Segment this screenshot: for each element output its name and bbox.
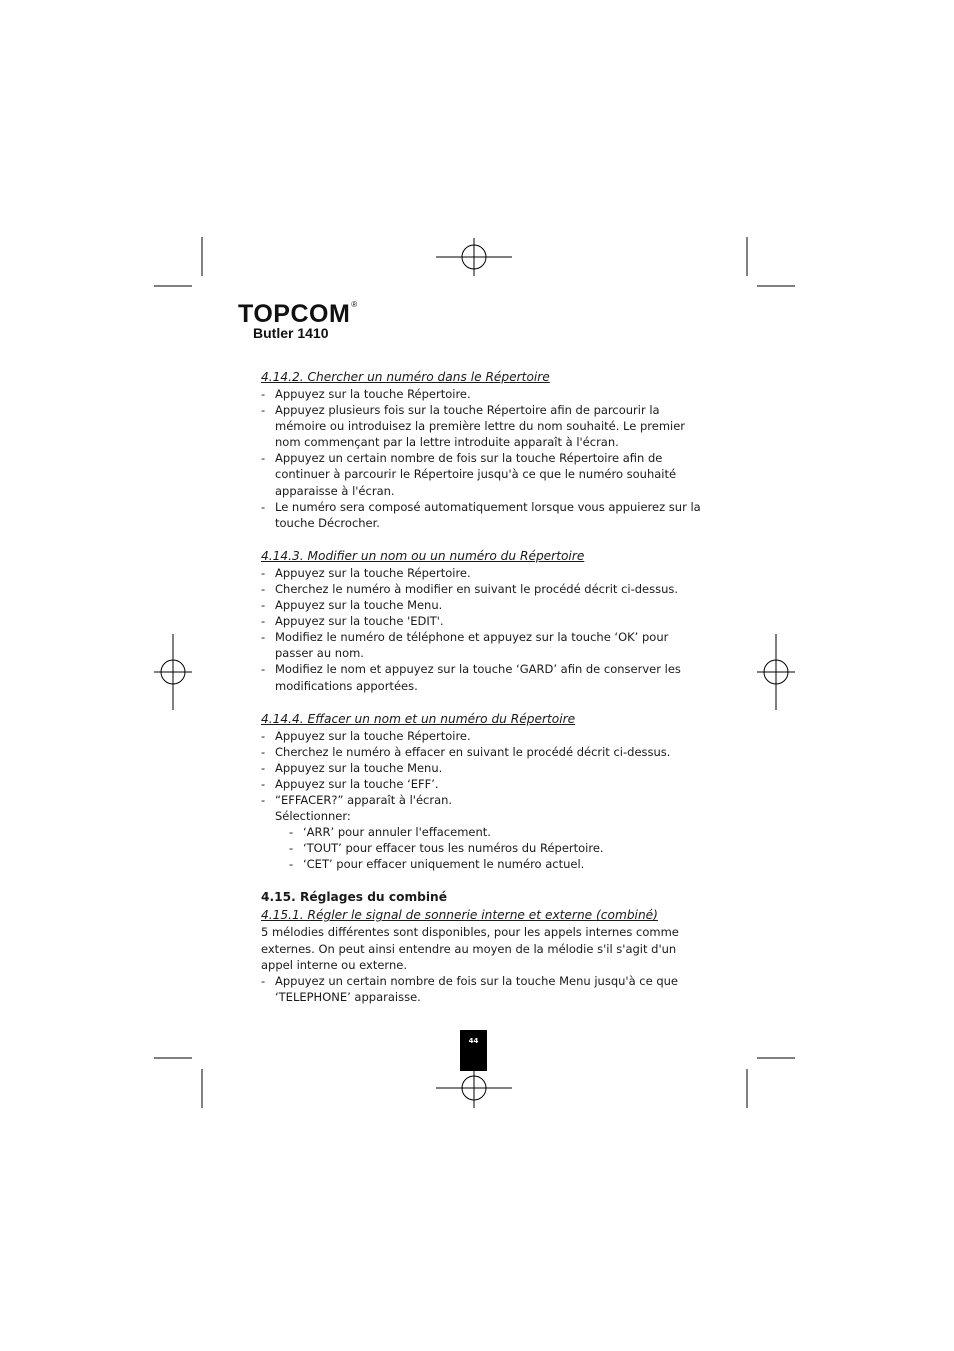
list-item: - Appuyez sur la touche Répertoire. bbox=[261, 728, 701, 744]
select-label: Sélectionner: bbox=[275, 809, 351, 824]
list-item: - Cherchez le numéro à modifier en suivant le procédé décrit ci-dessus. bbox=[261, 581, 701, 597]
instruction-list bbox=[261, 386, 701, 531]
list-item: - Appuyez sur la touche Répertoire. bbox=[261, 565, 701, 581]
list-item: - Cherchez le numéro à effacer en suivant le procédé décrit ci-dessus. bbox=[261, 744, 701, 760]
document-body bbox=[261, 368, 701, 1005]
section-heading: 4.14.2. Chercher un numéro dans le Répertoire bbox=[261, 370, 550, 384]
section-heading: 4.15. Réglages du combiné bbox=[261, 890, 447, 905]
list-item: - Appuyez plusieurs fois sur la touche Répertoire afin de parcourir la mémoire ou introduisez la première lettre du nom souhaité. Le premier nom commençant par la lettre introduite apparaît à l'écran. bbox=[261, 402, 701, 450]
paragraph: 5 mélodies différentes sont disponibles, pour les appels internes comme externes. On peut ainsi entendre au moyen de la mélodie s'il s'agit d'un appel interne ou externe. bbox=[261, 925, 679, 972]
subsection-heading: 4.15.1. Régler le signal de sonnerie interne et externe (combiné) bbox=[261, 908, 658, 923]
list-item: - Le numéro sera composé automatiquement lorsque vous appuierez sur la touche Décrocher. bbox=[261, 499, 701, 531]
list-item bbox=[261, 792, 701, 872]
section-heading: 4.14.3. Modifier un nom ou un numéro du Répertoire bbox=[261, 548, 585, 563]
list-item: - Modifiez le numéro de téléphone et appuyez sur la touche ‘OK’ pour passer au nom. bbox=[261, 629, 701, 661]
sub-list bbox=[275, 824, 701, 872]
logo-registered-mark: ® bbox=[351, 300, 358, 309]
list-item: - Appuyez un certain nombre de fois sur la touche Répertoire afin de continuer à parcourir le Répertoire jusqu'à ce que le numéro souhaité apparaisse à l'écran. bbox=[261, 450, 701, 498]
sub-list-item: - ‘TOUT’ pour effacer tous les numéros du Répertoire. bbox=[289, 840, 701, 856]
sub-list-item: - ‘ARR’ pour annuler l'effacement. bbox=[289, 824, 701, 840]
section-heading: 4.14.4. Effacer un nom et un numéro du Répertoire bbox=[261, 711, 576, 726]
page-number: 44 bbox=[460, 1030, 487, 1071]
list-item: - Appuyez un certain nombre de fois sur la touche Menu jusqu'à ce que ‘TELEPHONE’ apparaisse. bbox=[261, 973, 701, 1005]
sub-list-item: - ‘CET’ pour effacer uniquement le numéro actuel. bbox=[289, 856, 701, 872]
list-item: - Modifiez le nom et appuyez sur la touche ‘GARD’ afin de conserver les modifications apportées. bbox=[261, 661, 701, 693]
instruction-list bbox=[261, 728, 701, 873]
list-item: - Appuyez sur la touche Menu. bbox=[261, 760, 701, 776]
list-item-text: - “EFFACER?” apparaît à l'écran. bbox=[275, 792, 453, 807]
instruction-list bbox=[261, 973, 701, 1005]
model-name: Butler 1410 bbox=[253, 325, 329, 341]
instruction-list bbox=[261, 565, 701, 694]
list-item: - Appuyez sur la touche Menu. bbox=[261, 597, 701, 613]
list-item: - Appuyez sur la touche 'EDIT'. bbox=[261, 613, 701, 629]
logo-text: TOPCOM bbox=[238, 300, 351, 328]
list-item: - Appuyez sur la touche Répertoire. bbox=[261, 386, 701, 402]
list-item: - Appuyez sur la touche ‘EFF’. bbox=[261, 776, 701, 792]
